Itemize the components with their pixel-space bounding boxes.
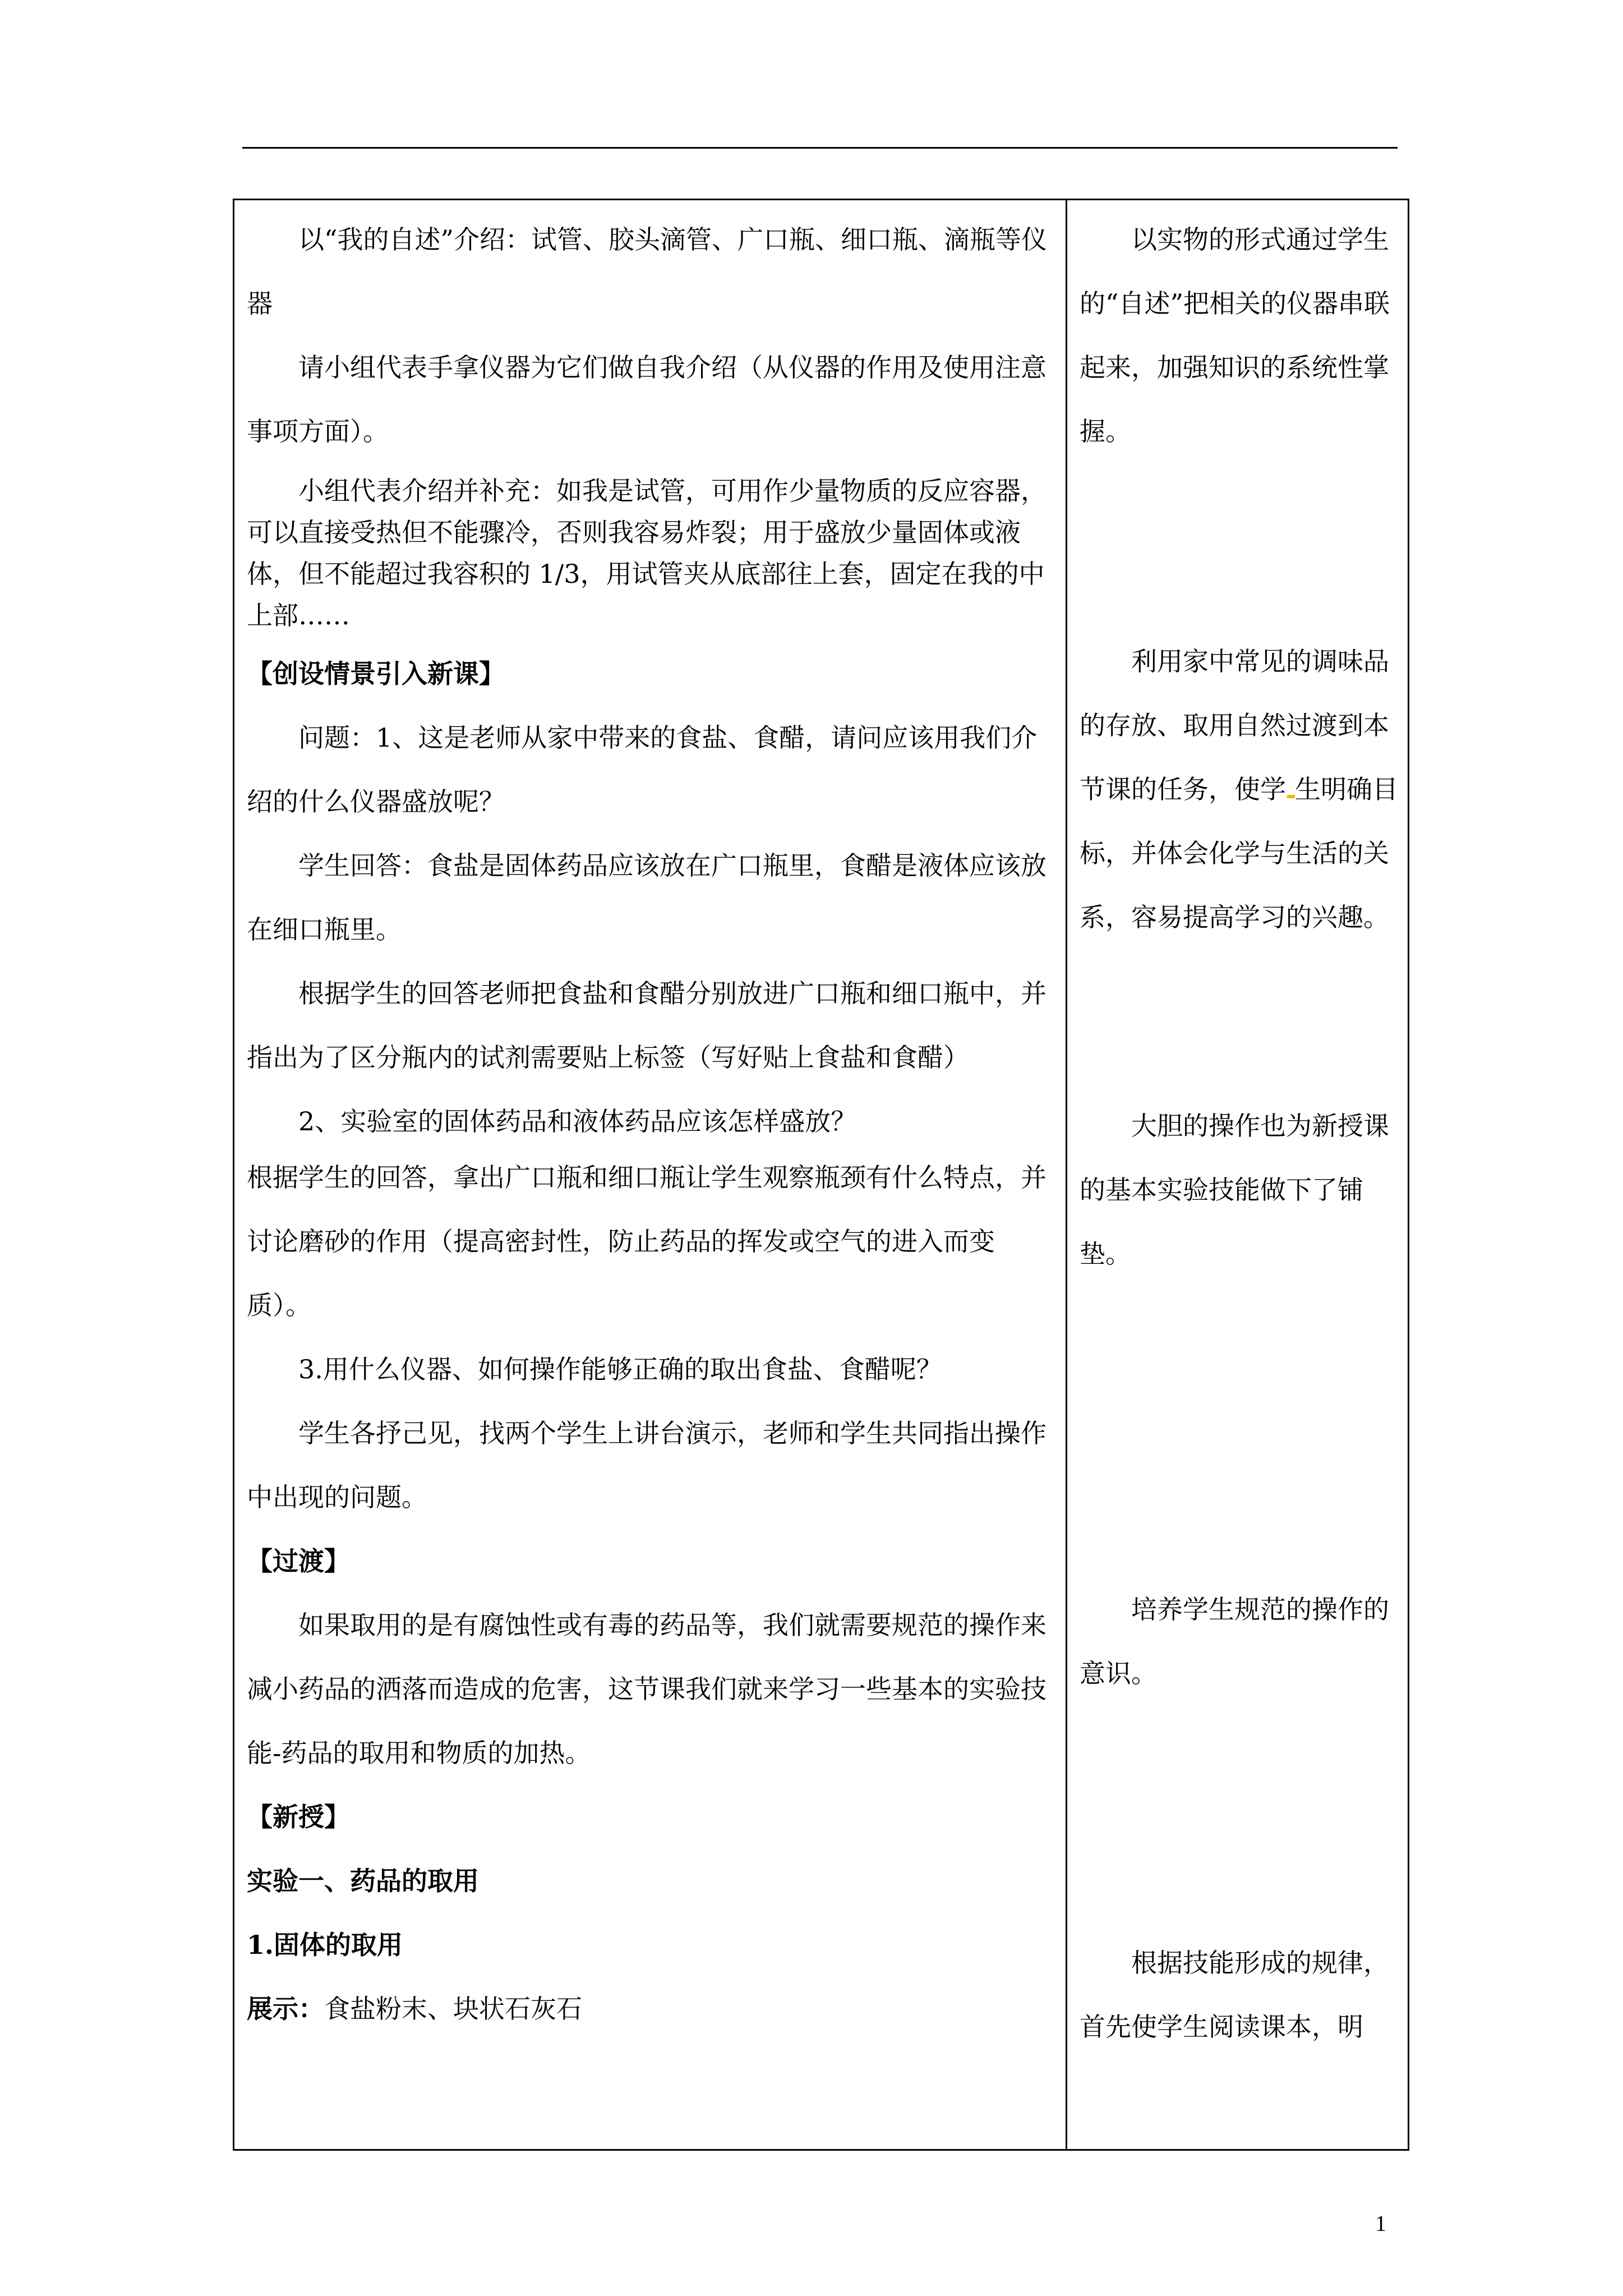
display-line <box>247 1977 1054 2041</box>
header-rule <box>242 147 1398 149</box>
intent-note-2-part-a: 利用家中常见的调味品的存放、取用自然过渡到本节课的任务，使学 <box>1080 646 1389 804</box>
section-heading-scenario: 【创设情景引入新课】 <box>247 659 505 689</box>
column-divider <box>1066 199 1067 2151</box>
highlight-mark <box>1287 795 1295 798</box>
display-text: 食盐粉末、块状石灰石 <box>324 1994 582 2024</box>
transition-paragraph: 如果取用的是有腐蚀性或有毒的药品等，我们就需要规范的操作来减小药品的洒落而造成的危害，这节课我们就来学习一些基本的实验技能-药品的取用和物质的加热。 <box>247 1610 1046 1768</box>
design-intent-column <box>1080 208 1399 2059</box>
solid-heading: 1.固体的取用 <box>247 1930 403 1960</box>
group-intro-paragraph: 请小组代表手拿仪器为它们做自我介绍（从仪器的作用及使用注意事项方面）。 <box>247 352 1046 447</box>
teacher-action-paragraph: 根据学生的回答老师把食盐和食醋分别放进广口瓶和细口瓶中，并指出为了区分瓶内的试剂需要贴上标签（写好贴上食盐和食醋） <box>247 978 1046 1073</box>
bottle-neck-paragraph: 根据学生的回答，拿出广口瓶和细口瓶让学生观察瓶颈有什么特点，并讨论磨砂的作用（提高密封性，防止药品的挥发或空气的进入而变质）。 <box>247 1162 1046 1320</box>
intent-note-2-part-b: 生明确目标，并体会化学与生活的关系，容易提高学习的兴趣。 <box>1080 774 1398 932</box>
intent-note-3: 大胆的操作也为新授课的基本实验技能做下了铺垫。 <box>1080 1111 1389 1269</box>
intent-note-5: 根据技能形成的规律，首先使学生阅读课本，明 <box>1080 1948 1389 2042</box>
page-number: 1 <box>1375 2211 1386 2236</box>
intent-note-2 <box>1080 629 1399 949</box>
section-heading-transition: 【过渡】 <box>247 1546 350 1576</box>
experiment-heading: 实验一、药品的取用 <box>247 1866 479 1896</box>
intro-paragraph: 以“我的自述”介绍：试管、胶头滴管、广口瓶、细口瓶、滴瓶等仪器 <box>247 224 1048 319</box>
display-label: 展示： <box>247 1994 324 2024</box>
section-heading-new-lesson: 【新授】 <box>247 1802 350 1832</box>
intent-note-4: 培养学生规范的操作的意识。 <box>1080 1594 1389 1688</box>
student-answer-paragraph: 学生回答：食盐是固体药品应该放在广口瓶里，食醋是液体应该放在细口瓶里。 <box>247 850 1046 945</box>
question-2-paragraph: 2、实验室的固体药品和液体药品应该怎样盛放？ <box>298 1106 857 1137</box>
test-tube-paragraph: 小组代表介绍并补充：如我是试管，可用作少量物质的反应容器，可以直接受热但不能骤冷，否则我容易炸裂；用于盛放少量固体或液体，但不能超过我容积的 1/3，用试管夹从底部往上套，固定在我的中上部…… <box>247 476 1046 631</box>
question-3-paragraph: 3.用什么仪器、如何操作能够正确的取出食盐、食醋呢？ <box>298 1354 942 1384</box>
question-paragraph: 问题：1、这是老师从家中带来的食盐、食醋，请问应该用我们介绍的什么仪器盛放呢？ <box>247 723 1038 817</box>
intent-note-1: 以实物的形式通过学生的“自述”把相关的仪器串联起来，加强知识的系统性掌握。 <box>1080 224 1390 447</box>
teaching-process-column <box>247 208 1054 2041</box>
student-demo-paragraph: 学生各抒己见，找两个学生上讲台演示，老师和学生共同指出操作中出现的问题。 <box>247 1418 1046 1512</box>
